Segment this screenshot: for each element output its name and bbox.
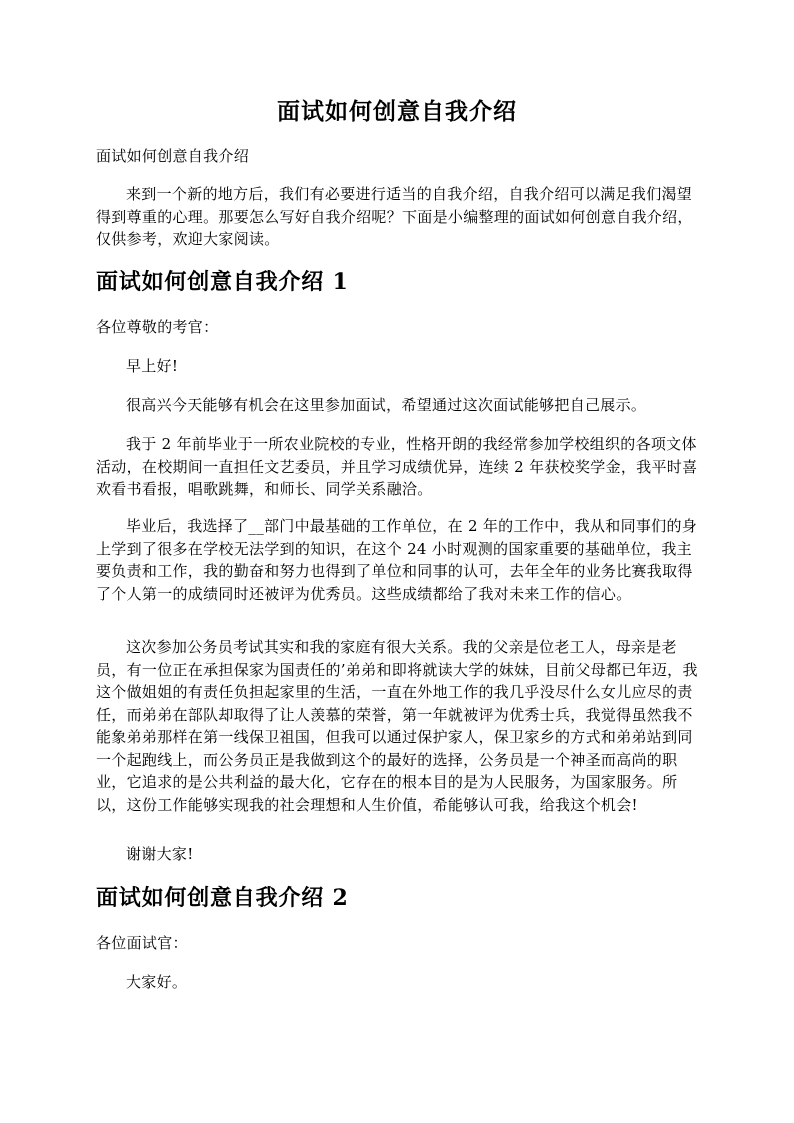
document-subtitle: 面试如何创意自我介绍 <box>96 147 250 165</box>
section-1-heading: 面试如何创意自我介绍 1 <box>96 269 349 295</box>
section-1-paragraph: 早上好! <box>126 357 179 375</box>
section-2-heading: 面试如何创意自我介绍 2 <box>96 885 349 911</box>
section-1-paragraph: 谢谢大家! <box>126 845 194 863</box>
intro-paragraph: 来到一个新的地方后，我们有必要进行适当的自我介绍，自我介绍可以满足我们渴望得到尊重的心理。那要怎么写好自我介绍呢？下面是小编整理的面试如何创意自我介绍，仅供参考，欢迎大家阅读。 <box>96 185 693 248</box>
section-1-salutation: 各位尊敬的考官： <box>96 318 219 336</box>
section-1-paragraph: 这次参加公务员考试其实和我的家庭有很大关系。我的父亲是位老工人，母亲是老员，有一位正在承担保家为国责任的’弟弟和即将就读大学的妹妹，目前父母都已年迈，我这个做姐姐的有责任负担起家里的生活，一直在外地工作的我几乎没尽什么女儿应尽的责任，而弟弟在部队却取得了让人羡慕的荣誉，第一年就被评为优秀士兵，我觉得虽然我不能象弟弟那样在第一线保卫祖国，但我可以通过保护家人，保卫家乡的方式和弟弟站到同一个起跑线上，而公务员正是我做到这个的最好的选择，公务员是一个神圣而高尚的职业，它追求的是公共利益的最大化，它存在的根本目的是为人民服务，为国家服务。所以，这份工作能够实现我的社会理想和人生价值，希能够认可我，给我这个机会! <box>96 638 698 814</box>
section-1-paragraph: 很高兴今天能够有机会在这里参加面试，希望通过这次面试能够把自己展示。 <box>126 396 647 414</box>
document-title: 面试如何创意自我介绍 <box>277 98 517 125</box>
section-2-paragraph: 大家好。 <box>126 973 188 991</box>
section-1-paragraph: 毕业后，我选择了__部门中最基础的工作单位，在 2 年的工作中，我从和同事们的身上学到了很多在学校无法学到的知识，在这个 24 小时观测的国家重要的基础单位，我主要负责和工作，我的勤奋和努力也得到了单位和同事的认可，去年全年的业务比赛我取得了个人第一的成绩同时还被评为优秀员。这些成绩都给了我对未来工作的信心。 <box>96 517 698 603</box>
section-2-salutation: 各位面试官： <box>96 934 188 952</box>
section-1-paragraph: 我于 2 年前毕业于一所农业院校的专业，性格开朗的我经常参加学校组织的各项文体活动，在校期间一直担任文艺委员，并且学习成绩优异，连续 2 年获校奖学金，我平时喜欢看书看报，唱歌跳舞，和师长、同学关系融洽。 <box>96 435 698 498</box>
